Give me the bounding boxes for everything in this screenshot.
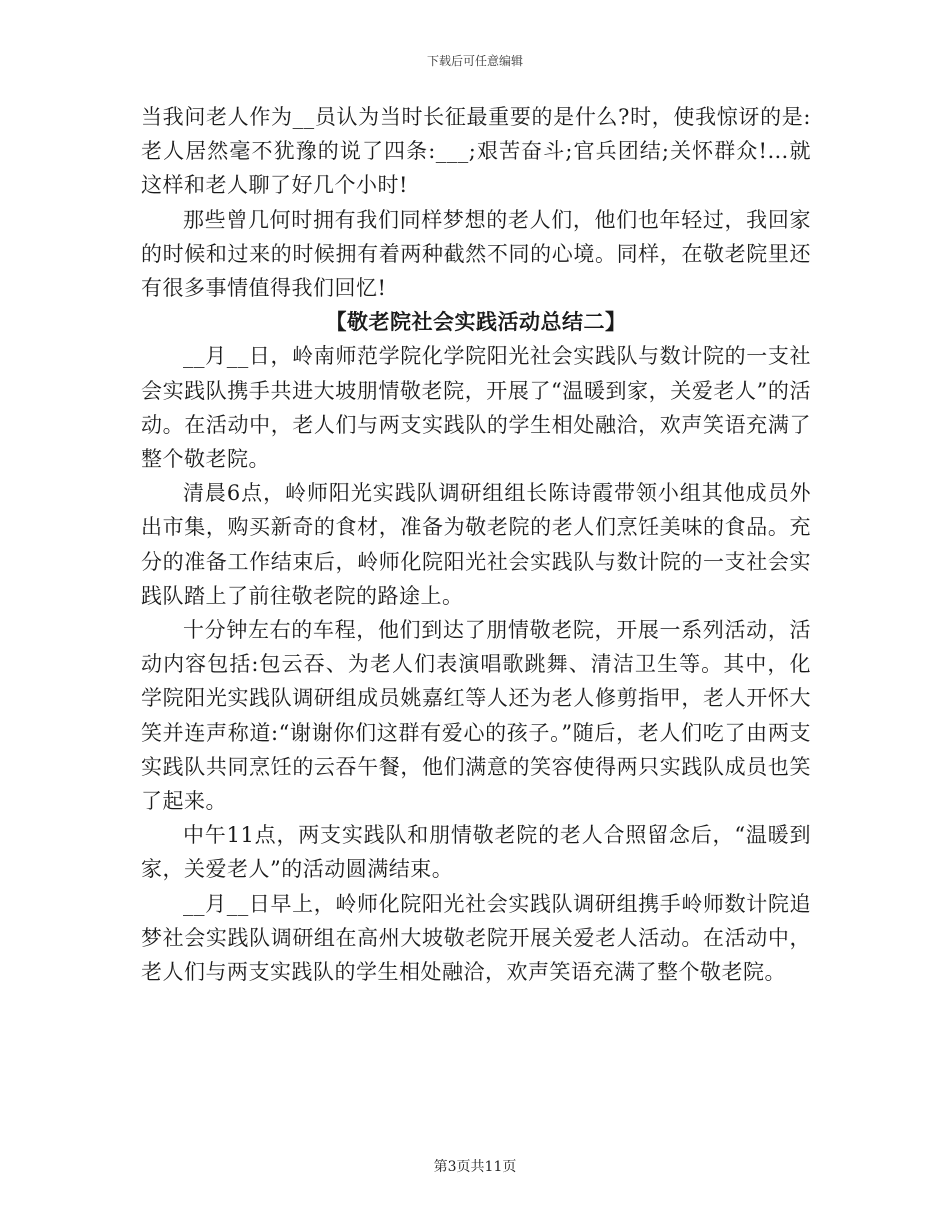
section-title: 【敬老院社会实践活动总结二】 — [325, 309, 627, 335]
document-body — [141, 100, 811, 989]
paragraph-5: 十分钟左右的车程，他们到达了朋情敬老院，开展一系列活动，活动内容包括:包云吞、为老人们表演唱歌跳舞、清洁卫生等。其中，化学院阳光实践队调研组成员姚嘉红等人还为老人修剪指甲，老人开怀大笑并连声称道:“谢谢你们这群有爱心的孩子。”随后，老人们吃了由两支实践队共同烹饪的云吞午餐，他们满意的笑容使得两只实践队成员也笑了起来。 — [141, 618, 811, 814]
paragraph-4: 清晨6点，岭师阳光实践队调研组组长陈诗霞带领小组其他成员外出市集，购买新奇的食材，准备为敬老院的老人们烹饪美味的食品。充分的准备工作结束后，岭师化院阳光社会实践队与数计院的一支社会实践队踏上了前往敬老院的路途上。 — [141, 481, 811, 608]
paragraph-7: __月__日早上，岭师化院阳光社会实践队调研组携手岭师数计院追梦社会实践队调研组在高州大坡敬老院开展关爱老人活动。在活动中，老人们与两支实践队的学生相处融洽，欢声笑语充满了整个敬老院。 — [141, 891, 811, 985]
page-header: 下载后可任意编辑 — [426, 54, 523, 68]
paragraph-1: 当我问老人作为__员认为当时长征最重要的是什么?时，使我惊讶的是:老人居然毫不犹豫的说了四条:___;艰苦奋斗;官兵团结;关怀群众!…就这样和老人聊了好几个小时! — [141, 105, 811, 198]
paragraph-2: 那些曾几何时拥有我们同样梦想的老人们，他们也年轻过，我回家的时候和过来的时候拥有着两种截然不同的心境。同样，在敬老院里还有很多事情值得我们回忆! — [141, 207, 811, 301]
paragraph-6: 中午11点，两支实践队和朋情敬老院的老人合照留念后，“温暖到家，关爱老人”的活动圆满结束。 — [141, 823, 811, 882]
paragraph-3: __月__日，岭南师范学院化学院阳光社会实践队与数计院的一支社会实践队携手共进大坡朋情敬老院，开展了“温暖到家，关爱老人”的活动。在活动中，老人们与两支实践队的学生相处融洽，欢声笑语充满了整个敬老院。 — [141, 344, 811, 472]
page-number: 第3页共11页 — [433, 1159, 517, 1175]
